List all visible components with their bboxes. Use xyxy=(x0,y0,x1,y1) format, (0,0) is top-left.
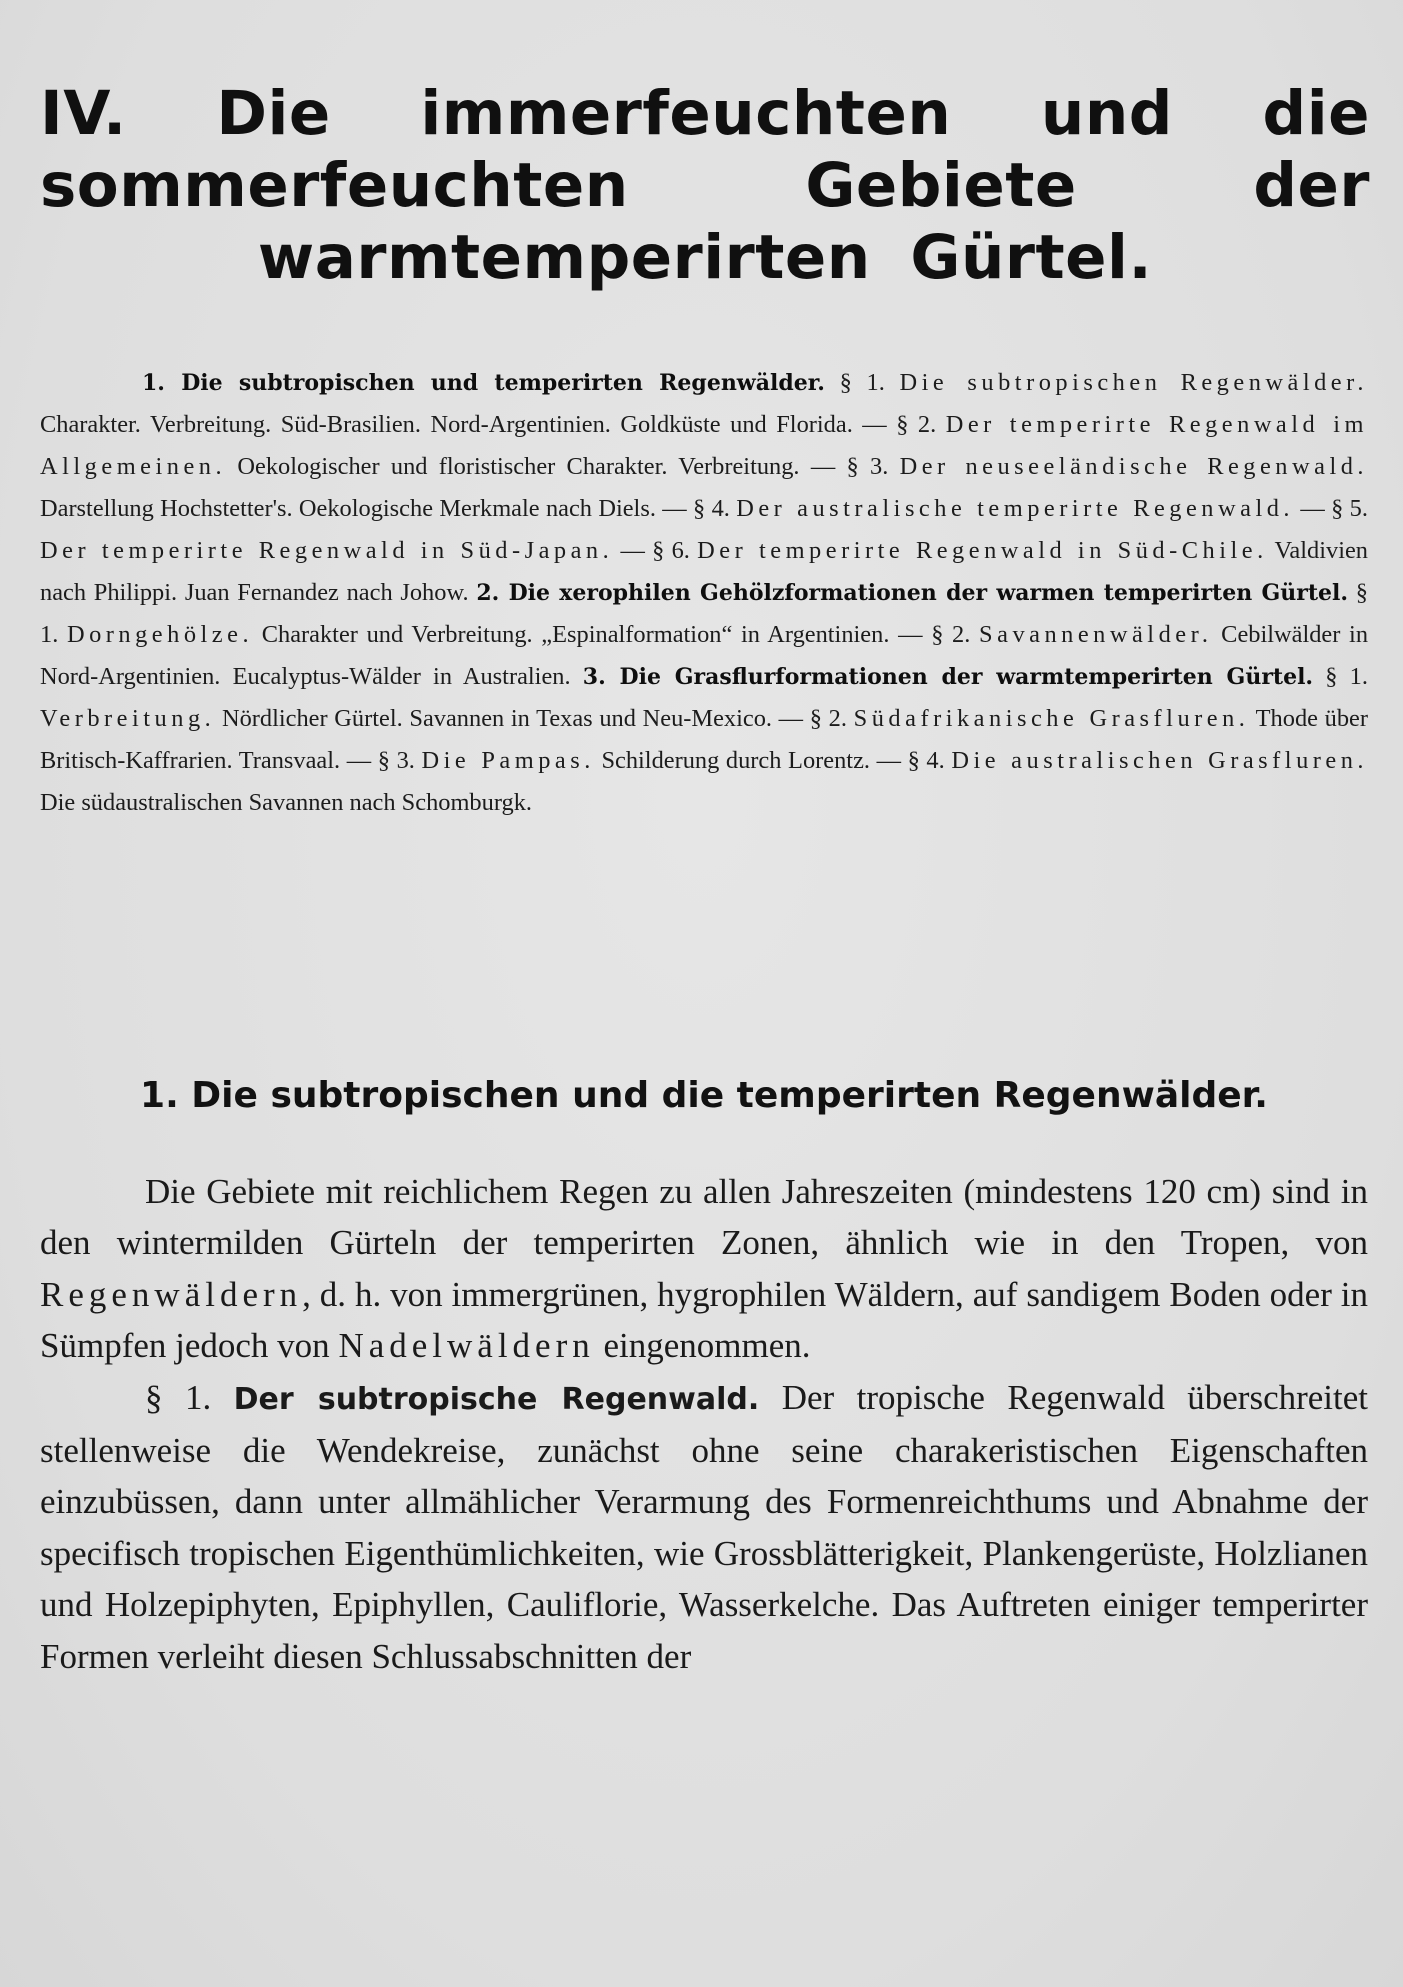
body-paragraph-1 xyxy=(40,1166,1368,1372)
synopsis-paragraph-title: Die Pampas. xyxy=(421,747,595,774)
synopsis-paragraph-text: Cebilwälder in Nord-Argentinien. Eucalyptus-Wälder in Australien. xyxy=(40,621,1369,690)
synopsis-section-2-heading: 2. Die xerophilen Gehölzformationen der warmen temperirten Gürtel. xyxy=(476,580,1349,606)
synopsis-paragraph-title: Verbreitung. xyxy=(40,705,216,732)
synopsis-paragraph-text: Nördlicher Gürtel. Savannen in Texas und Neu-Mexico. — xyxy=(221,705,804,732)
synopsis-paragraph-title: Dorngehölze. xyxy=(66,621,254,648)
body-text-run: Die Gebiete mit reichlichem Regen zu allen Jahreszeiten (mindestens 120 cm) sind in den wintermilden Gürteln der temperirten Zonen, ähnlich wie in den Tropen, von xyxy=(40,1172,1368,1263)
synopsis-paragraph-title: Südafrikanische Grasfluren. xyxy=(853,705,1250,732)
synopsis-paragraph-title: Die australischen Grasfluren. xyxy=(951,747,1369,774)
synopsis-paragraph-text: Charakter und Verbreitung. „Espinalformation“ in Argentinien. — xyxy=(261,621,923,648)
synopsis-paragraph-text: Darstellung Hochstetter's. Oekologische Merkmale nach Diels. — xyxy=(40,495,687,522)
synopsis-paragraph-mark: § 1. xyxy=(40,579,1368,648)
body-text-run: eingenommen. xyxy=(603,1326,811,1366)
body-text-run: , d. h. von immergrünen, hygrophilen Wäldern, auf sandigem Boden oder in Sümpfen jedoch von xyxy=(40,1274,1368,1366)
body-paragraph-2 xyxy=(40,1372,1368,1682)
body-text xyxy=(40,1166,1368,1682)
synopsis-paragraph-mark: § 3. xyxy=(377,747,415,774)
synopsis-paragraph-title: Der australische temperirte Regenwald. xyxy=(736,495,1295,522)
synopsis-paragraph-mark: § 5. xyxy=(1331,495,1368,522)
synopsis-paragraph-text: Charakter. Verbreitung. Süd-Brasilien. Nord-Argentinien. Goldküste und Florida. — xyxy=(40,411,887,438)
synopsis-paragraph-mark: § 6. xyxy=(652,537,690,564)
synopsis-paragraph-text: Thode über Britisch-Kaffrarien. Transvaal. — xyxy=(40,705,1368,774)
synopsis-paragraph-text: Valdivien nach Philippi. Juan Fernandez nach Johow. xyxy=(40,537,1368,606)
paragraph-heading: Der subtropische Regenwald. xyxy=(233,1381,760,1417)
synopsis-paragraph-mark: § 2. xyxy=(809,705,847,732)
synopsis-paragraph-text: — xyxy=(1300,495,1325,522)
chapter-title: IV. Die immerfeuchten und die sommerfeuchten Gebiete der warmtemperirten Gürtel. xyxy=(40,78,1370,293)
synopsis-paragraph-title: Der temperirte Regenwald in Süd-Chile. xyxy=(697,537,1268,564)
paragraph-mark: § 1. xyxy=(145,1377,212,1417)
synopsis-paragraph-mark: § 4. xyxy=(693,495,730,522)
synopsis-paragraph-mark: § 1. xyxy=(839,369,885,396)
synopsis-paragraph-text: Schilderung durch Lorentz. — xyxy=(601,747,901,774)
chapter-synopsis xyxy=(40,362,1368,824)
synopsis-paragraph-title: Der temperirte Regenwald in Süd-Japan. xyxy=(40,537,614,564)
synopsis-paragraph-mark: § 2. xyxy=(896,411,937,438)
synopsis-paragraph-text: — xyxy=(620,537,645,564)
synopsis-paragraph-text: Die südaustralischen Savannen nach Schomburgk. xyxy=(40,789,532,816)
synopsis-paragraph-mark: § 4. xyxy=(907,747,945,774)
synopsis-paragraph-title: Savannenwälder. xyxy=(979,621,1213,648)
synopsis-paragraph-mark: § 3. xyxy=(846,453,889,480)
spaced-term: Nadelwäldern xyxy=(338,1326,595,1366)
synopsis-paragraph-mark: § 2. xyxy=(931,621,971,648)
section-heading: 1. Die subtropischen und die temperirten Regenwälder. xyxy=(140,1075,1268,1116)
spaced-term: Regenwäldern xyxy=(40,1274,303,1314)
synopsis-paragraph-text: Oekologischer und floristischer Charakter. Verbreitung. — xyxy=(237,453,836,480)
synopsis-paragraph-title: Die subtropischen Regenwälder. xyxy=(899,369,1368,396)
synopsis-section-3-heading: 3. Die Grasflurformationen der warmtemperirten Gürtel. xyxy=(582,664,1314,690)
synopsis-paragraph-title: Der temperirte Regenwald im Allgemeinen. xyxy=(40,411,1368,480)
synopsis-section-1-heading: 1. Die subtropischen und temperirten Regenwälder. xyxy=(142,370,825,396)
synopsis-paragraph-title: Der neuseeländische Regenwald. xyxy=(899,453,1369,480)
synopsis-paragraph-mark: § 1. xyxy=(1325,663,1368,690)
body-text-run: Der tropische Regenwald überschreitet stellenweise die Wendekreise, zunächst ohne seine charakeristischen Eigenschaften einzubüssen, dann unter allmählicher Verarmung des Formenreichthums und Abnahme der specifisch tropischen Eigenthümlichkeiten, wie Grossblätterigkeit, Plankengerüste, Holzlianen und Holzepiphyten, Epiphyllen, Cauliflorie, Wasserkelche. Das Auftreten einiger temperirter Formen verleiht diesen Schlussabschnitten der xyxy=(40,1377,1369,1676)
